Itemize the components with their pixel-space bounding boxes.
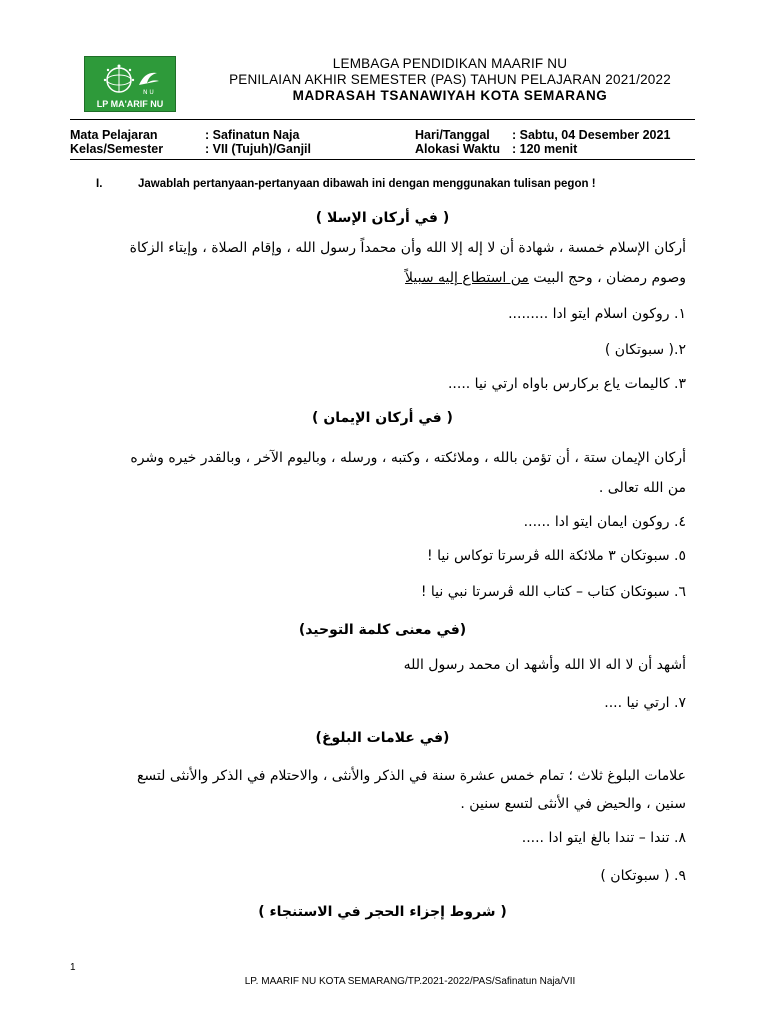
header-divider [70, 119, 695, 120]
underlined-phrase: من استطاع إليه سبيلاً [405, 270, 529, 286]
subject-label: Mata Pelajaran [70, 128, 158, 142]
header-line-3: MADRASAH TSANAWIYAH KOTA SEMARANG [292, 88, 608, 103]
question-6: ٦. سبوتكان كتاب – كتاب الله ڤرسرتا نبي نيا ! [420, 584, 686, 600]
paragraph-arkan-islam-1: أركان الإسلام خمسة ، شهادة أن لا إله إلا الله وأن محمداً رسول الله ، وإقام الصلاة ، وإيتاء الزكاة [129, 240, 686, 256]
class-label: Kelas/Semester [70, 142, 164, 156]
header-line-2: PENILAIAN AKHIR SEMESTER (PAS) TAHUN PELAJARAN 2021/2022 [229, 72, 671, 87]
paragraph-baligh-2: سنين ، والحيض في الأنثى لتسع سنين . [460, 796, 686, 812]
header-line-1: LEMBAGA PENDIDIKAN MAARIF NU [332, 56, 568, 71]
question-9: ٩. ( سبوتكان ) [600, 868, 686, 884]
section-heading-arkan-iman: ( في أركان الإيمان ) [312, 410, 453, 426]
question-2: ٢.( سبوتكان ) [604, 342, 686, 358]
question-8: ٨. تندا – تندا بالغ ايتو ادا ..... [521, 830, 686, 846]
logo-caption: LP MA'ARIF NU [96, 99, 164, 109]
page-footer: LP. MAARIF NU KOTA SEMARANG/TP.2021-2022/PAS/Safinatun Naja/VII [244, 976, 576, 987]
question-3: ٣. كاليمات ياع بركارس باواه ارتي نيا ..... [447, 376, 686, 392]
svg-text:N U: N U [143, 89, 154, 96]
paragraph-arkan-iman-1: أركان الإيمان ستة ، أن تؤمن بالله ، وملائكته ، وكتبه ، ورسله ، وباليوم الآخر ، وبالقدر خيره وشره [130, 450, 686, 466]
paragraph-arkan-iman-2: من الله تعالى . [598, 480, 686, 496]
time-label: Alokasi Waktu [415, 142, 500, 156]
question-7: ٧. ارتي نيا .... [604, 695, 686, 711]
paragraph-arkan-islam-2 [66, 270, 686, 286]
section-heading-syarat-istinja: ( شروط إجزاء الحجر في الاستنجاء ) [258, 904, 507, 920]
page-number: 1 [70, 962, 76, 973]
instruction-text: Jawablah pertanyaan-pertanyaan dibawah ini dengan menggunakan tulisan pegon ! [138, 178, 596, 190]
subject-value: : Safinatun Naja [205, 128, 300, 142]
section-heading-alamat-baligh: (في علامات البلوغ) [315, 730, 450, 746]
question-5: ٥. سبوتكان ٣ ملائكة الله ڤرسرتا توكاس نيا ! [427, 548, 686, 564]
date-value: : Sabtu, 04 Desember 2021 [512, 128, 671, 142]
question-4: ٤. روكون ايمان ايتو ادا ...... [523, 514, 686, 530]
class-value: : VII (Tujuh)/Ganjil [205, 142, 312, 156]
time-value: : 120 menit [512, 142, 578, 156]
date-label: Hari/Tanggal [415, 128, 490, 142]
section-heading-arkan-islam: ( في أركان الإسلا ) [315, 210, 450, 226]
section-heading-kalimat-tauhid: (في معنى كلمة التوحيد) [298, 622, 467, 638]
info-divider [70, 159, 695, 160]
paragraph-text: وصوم رمضان ، وحج البيت [528, 270, 686, 286]
instruction-number: I. [96, 178, 103, 190]
paragraph-baligh-1: علامات البلوغ ثلاث ؛ تمام خمس عشرة سنة في الذكر والأنثى ، والاحتلام في الذكر والأنثى لتسع [136, 768, 686, 784]
paragraph-syahadat: أشهد أن لا اله الا الله وأشهد ان محمد رسول الله [403, 657, 686, 673]
question-1: ١. روكون اسلام ايتو ادا ......... [508, 306, 686, 322]
